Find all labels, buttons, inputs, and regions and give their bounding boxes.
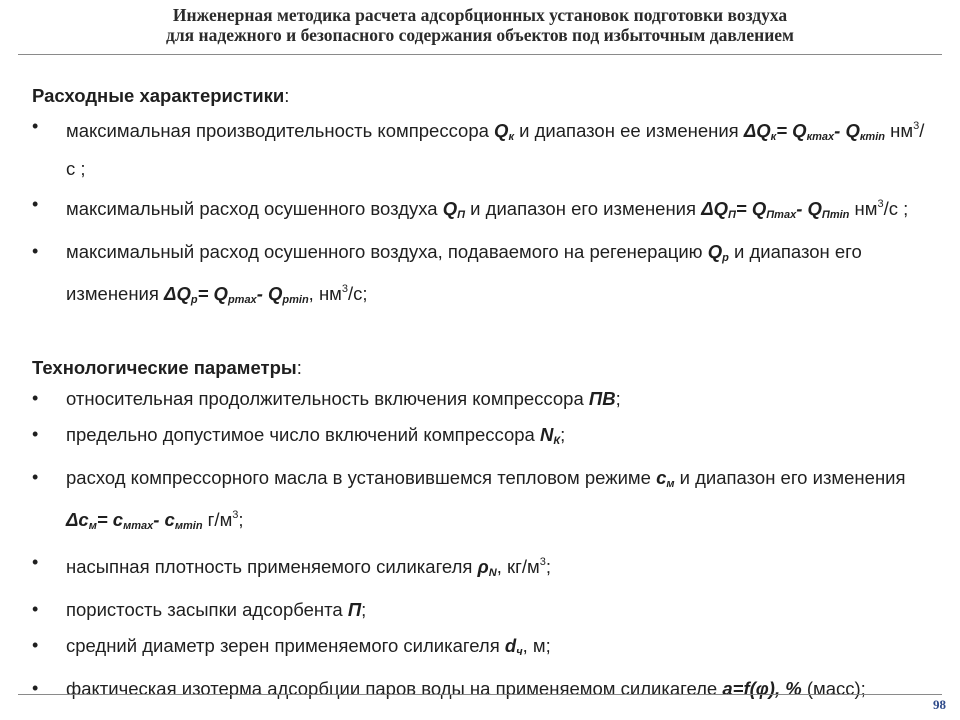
technological-parameters-list bbox=[32, 383, 927, 704]
title-line-1: Инженерная методика расчета адсорбционных установок подготовки воздуха bbox=[172, 5, 788, 25]
section-spacer bbox=[32, 321, 927, 352]
list-item: • пористость засыпки адсорбента П; bbox=[32, 594, 927, 625]
section-heading-flow: Расходные характеристики: bbox=[32, 85, 290, 106]
title-line-2: для надежного и безопасного содержания объектов под избыточным давлением bbox=[166, 25, 794, 45]
slide-title bbox=[0, 5, 960, 45]
slide-content bbox=[32, 80, 927, 709]
list-item: • средний диаметр зерен применяемого силикагеля $d_ч$, м; bbox=[32, 630, 927, 668]
list-item: • максимальный расход осушенного воздуха, подаваемого на регенерацию $Q_р$ и диапазон его изменения $\Delta Q_р= Q_{рmax}-$ $Q_{рmin}$, $нм^3/с$; bbox=[32, 236, 927, 316]
list-item: • максимальная производительность компрессора $Q_к$ и диапазон ее изменения $\Delta Q_к= Q_{кmax}-$ $Q_{кmin}$ $нм^3/с$ ; bbox=[32, 111, 927, 184]
flow-characteristics-list bbox=[32, 111, 927, 316]
title-divider bbox=[18, 54, 942, 55]
list-item: • расход компрессорного масла в установившемся тепловом режиме $с_м$ и диапазон его изменения $\Delta с_м= с_{мmax}-$ $с_{мmin}$ $г/м^3$; bbox=[32, 462, 927, 542]
list-item: • максимальный расход осушенного воздуха $Q_П$ и диапазон его изменения $\Delta Q_П= Q_{Пmax}-$ $Q_{Пmin}$ $нм^3/с$ ; bbox=[32, 189, 927, 231]
list-item: • насыпная плотность применяемого силикагеля $\rho_N$, $кг/м^3$; bbox=[32, 547, 927, 589]
footer-divider bbox=[18, 694, 942, 695]
section-heading-technology: Технологические параметры: bbox=[32, 357, 302, 378]
list-item: • предельно допустимое число включений компрессора $N_К$; bbox=[32, 419, 927, 457]
list-item: • относительная продолжительность включения компрессора ПВ; bbox=[32, 383, 927, 414]
page-number: 98 bbox=[933, 697, 946, 712]
list-item: • фактическая изотерма адсорбции паров воды на применяемом силикагеле a=f(φ), % (масс); bbox=[32, 673, 927, 704]
